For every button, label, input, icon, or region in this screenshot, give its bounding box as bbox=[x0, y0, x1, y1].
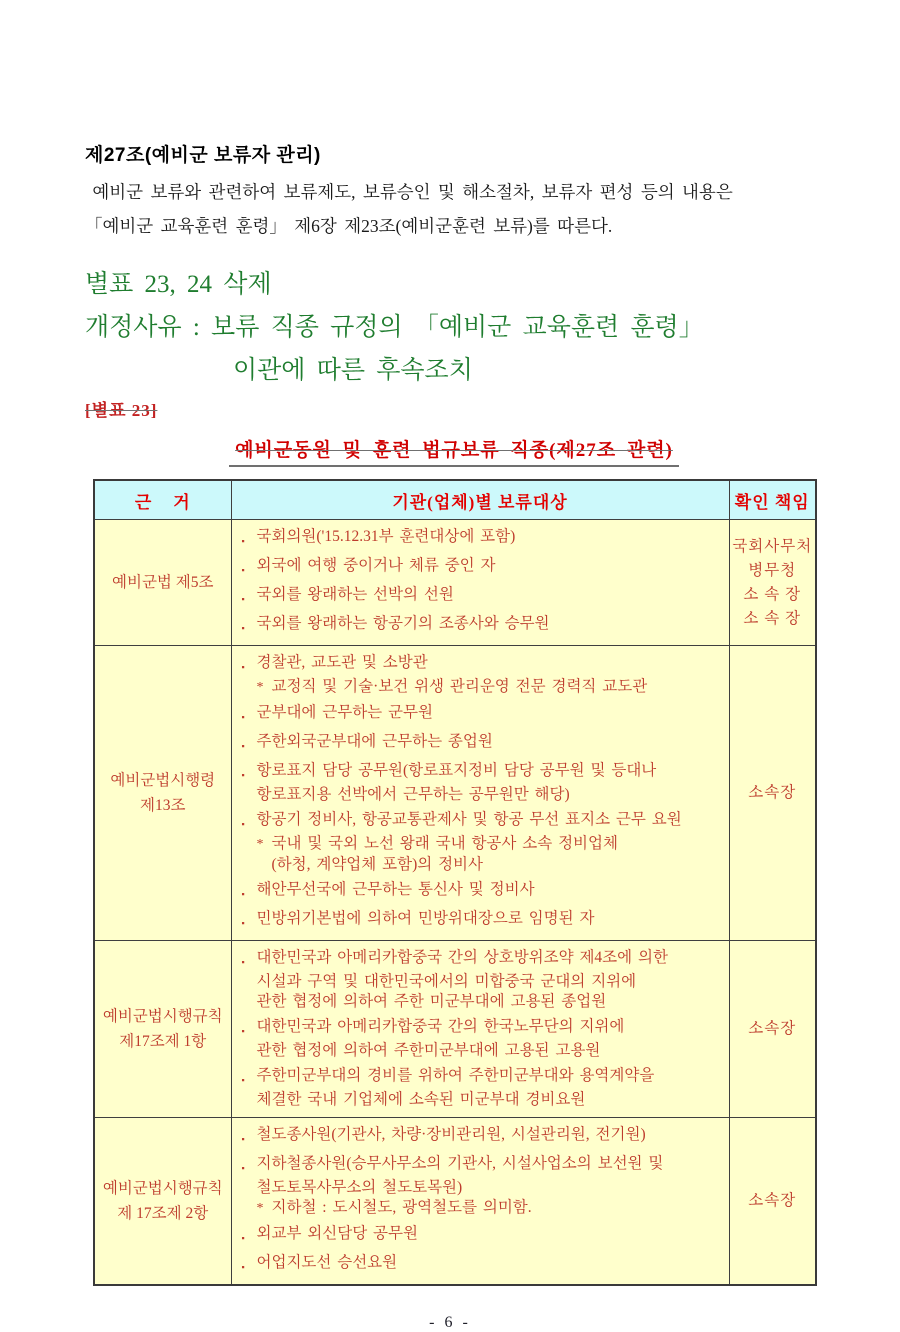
amendment-line-1: 별표 23, 24 삭제 bbox=[85, 271, 272, 298]
item-line bbox=[240, 614, 723, 638]
item-line bbox=[240, 1090, 723, 1110]
item-text: 관한 협정에 의하여 주한 미군부대에 고용된 종업원 bbox=[256, 993, 607, 1010]
item-line bbox=[240, 585, 723, 609]
reserve-deferment-table bbox=[93, 479, 817, 1286]
table-header-basis: 근 거 bbox=[94, 480, 231, 520]
bullet-icon: ▪ bbox=[241, 741, 245, 751]
basis-line: 제 17조제 2항 bbox=[117, 1205, 209, 1222]
item-text: 관한 협정에 의하여 주한미군부대에 고용된 고용원 bbox=[256, 1042, 601, 1059]
item-line bbox=[240, 1224, 723, 1248]
item-text: 해안무선국에 근무하는 통신사 및 정비사 bbox=[256, 881, 535, 898]
responsibility-line: 국회사무처 bbox=[732, 537, 813, 555]
responsibility-line: 소 속 장 bbox=[743, 609, 802, 627]
item-line bbox=[240, 880, 723, 904]
item-text: 외국에 여행 중이거나 체류 중인 자 bbox=[256, 557, 496, 574]
item-line bbox=[240, 909, 723, 933]
bullet-icon: ▪ bbox=[241, 712, 245, 722]
item-text: 민방위기본법에 의하여 민방위대장으로 임명된 자 bbox=[256, 910, 595, 927]
basis-line: 예비군법 제5조 bbox=[112, 574, 214, 591]
item-line bbox=[240, 677, 723, 698]
bullet-icon: ▪ bbox=[241, 770, 245, 780]
bullet-icon: ▪ bbox=[241, 918, 245, 928]
item-text: (하청, 계약업체 포함)의 정비사 bbox=[271, 856, 484, 873]
basis-line: 제13조 bbox=[140, 797, 186, 814]
responsibility-line: 소속장 bbox=[748, 1192, 797, 1209]
item-text: 철도종사원(기관사, 차량·장비관리원, 시설관리원, 전기원) bbox=[256, 1126, 646, 1143]
bullet-icon: ▪ bbox=[241, 1163, 245, 1173]
amendment-note bbox=[85, 263, 815, 392]
item-text: 대한민국과 아메리카합중국 간의 상호방위조약 제4조에 의한 bbox=[256, 949, 668, 966]
paragraph-line: 예비군 보류와 관련하여 보류제도, 보류승인 및 해소절차, 보류자 편성 등의 내용은 bbox=[85, 182, 733, 202]
item-line bbox=[240, 703, 723, 727]
item-line bbox=[240, 1066, 723, 1090]
item-line bbox=[240, 855, 723, 875]
item-text: 지하철종사원(승무사무소의 기관사, 시설사업소의 보선원 및 bbox=[256, 1155, 664, 1172]
item-text: 철도토목사무소의 철도토목원) bbox=[256, 1179, 463, 1196]
item-line bbox=[240, 1253, 723, 1277]
table-header-row bbox=[94, 480, 816, 520]
item-text: 대한민국과 아메리카합중국 간의 한국노무단의 지위에 bbox=[256, 1018, 625, 1035]
basis-line: 예비군법시행규칙 bbox=[102, 1180, 223, 1197]
item-text: 경찰관, 교도관 및 소방관 bbox=[256, 654, 428, 671]
items-cell bbox=[231, 941, 729, 1118]
item-text: 항공기 정비사, 항공교통관제사 및 항공 무선 표지소 근무 요원 bbox=[256, 811, 682, 828]
article-heading: 제27조(예비군 보류자 관리) bbox=[85, 145, 321, 166]
item-line bbox=[240, 761, 723, 785]
responsibility-cell bbox=[729, 1118, 816, 1286]
items-cell bbox=[231, 1118, 729, 1286]
basis-line: 제17조제 1항 bbox=[119, 1033, 207, 1050]
table-header-targets: 기관(업체)별 보류대상 bbox=[231, 480, 729, 520]
responsibility-line: 병무청 bbox=[748, 561, 797, 579]
item-text: 항로표지 담당 공무원(항로표지정비 담당 공무원 및 등대나 bbox=[256, 762, 657, 779]
item-text: 국외를 왕래하는 항공기의 조종사와 승무원 bbox=[256, 615, 550, 632]
basis-line: 예비군법시행령 bbox=[110, 772, 216, 789]
article-paragraph bbox=[85, 175, 815, 243]
item-text: 국회의원('15.12.31부 훈련대상에 포함) bbox=[256, 528, 516, 545]
reserve-table-body bbox=[94, 520, 816, 1286]
basis-cell bbox=[94, 1118, 231, 1286]
bullet-icon: ▪ bbox=[241, 819, 245, 829]
item-line bbox=[240, 1017, 723, 1041]
bullet-icon: ▪ bbox=[241, 594, 245, 604]
item-line bbox=[240, 556, 723, 580]
item-line bbox=[240, 785, 723, 805]
item-line bbox=[240, 948, 723, 972]
responsibility-line: 소속장 bbox=[748, 1020, 797, 1037]
basis-cell bbox=[94, 941, 231, 1118]
item-line bbox=[240, 527, 723, 551]
bullet-icon: ▪ bbox=[241, 565, 245, 575]
item-text: 국외를 왕래하는 선박의 선원 bbox=[256, 586, 454, 603]
table-row bbox=[94, 941, 816, 1118]
item-line bbox=[240, 834, 723, 855]
item-line bbox=[240, 1198, 723, 1219]
item-line bbox=[240, 732, 723, 756]
basis-cell bbox=[94, 520, 231, 646]
item-text: 주한미군부대의 경비를 위하여 주한미군부대와 용역계약을 bbox=[256, 1067, 655, 1084]
responsibility-cell bbox=[729, 941, 816, 1118]
bullet-icon: ▪ bbox=[241, 957, 245, 967]
item-line bbox=[240, 1154, 723, 1178]
table-row bbox=[94, 1118, 816, 1286]
sub-bullet-icon: * bbox=[256, 1201, 264, 1216]
paragraph-line: 「예비군 교육훈련 훈령」 제6장 제23조(예비군훈련 보류)를 따른다. bbox=[85, 216, 613, 236]
item-line bbox=[240, 1041, 723, 1061]
amendment-line-3: 이관에 따른 후속조치 bbox=[233, 357, 473, 384]
bullet-icon: ▪ bbox=[241, 1262, 245, 1272]
sub-bullet-icon: * bbox=[256, 680, 264, 695]
item-line bbox=[240, 1125, 723, 1149]
bullet-icon: ▪ bbox=[241, 1134, 245, 1144]
table-row bbox=[94, 646, 816, 941]
basis-cell bbox=[94, 646, 231, 941]
item-text: 지하철 : 도시철도, 광역철도를 의미함. bbox=[271, 1199, 532, 1216]
items-cell bbox=[231, 646, 729, 941]
responsibility-cell bbox=[729, 520, 816, 646]
item-line bbox=[240, 972, 723, 992]
bullet-icon: ▪ bbox=[241, 1075, 245, 1085]
table-title: 예비군동원 및 훈련 법규보류 직종(제27조 관련) bbox=[229, 435, 679, 467]
item-line bbox=[240, 810, 723, 834]
item-text: 체결한 국내 기업체에 소속된 미군부대 경비요원 bbox=[256, 1091, 586, 1108]
item-line bbox=[240, 653, 723, 677]
responsibility-line: 소 속 장 bbox=[743, 585, 802, 603]
item-text: 교정직 및 기술·보건 위생 관리운영 전문 경력직 교도관 bbox=[271, 678, 648, 695]
bullet-icon: ▪ bbox=[241, 623, 245, 633]
item-text: 주한외국군부대에 근무하는 종업원 bbox=[256, 733, 493, 750]
item-text: 군부대에 근무하는 군무원 bbox=[256, 704, 433, 721]
responsibility-cell bbox=[729, 646, 816, 941]
bullet-icon: ▪ bbox=[241, 1026, 245, 1036]
bullet-icon: ▪ bbox=[241, 662, 245, 672]
sub-bullet-icon: * bbox=[256, 837, 264, 852]
item-text: 항로표지용 선박에서 근무하는 공무원만 해당) bbox=[256, 786, 570, 803]
bullet-icon: ▪ bbox=[241, 1233, 245, 1243]
table-header-responsibility: 확인 책임 bbox=[729, 480, 816, 520]
amendment-line-2: 개정사유 : 보류 직종 규정의 「예비군 교육훈련 훈령」 bbox=[85, 314, 704, 341]
page-number: - 6 - bbox=[429, 1314, 471, 1331]
responsibility-line: 소속장 bbox=[748, 784, 797, 801]
bullet-icon: ▪ bbox=[241, 889, 245, 899]
table-row bbox=[94, 520, 816, 646]
item-line bbox=[240, 1178, 723, 1198]
item-text: 국내 및 국외 노선 왕래 국내 항공사 소속 정비업체 bbox=[271, 835, 618, 852]
table-title-wrap bbox=[93, 435, 815, 467]
item-text: 시설과 구역 및 대한민국에서의 미합중국 군대의 지위에 bbox=[256, 973, 637, 990]
deleted-annex-label: [별표 23] bbox=[85, 401, 158, 420]
items-cell bbox=[231, 520, 729, 646]
item-text: 어업지도선 승선요원 bbox=[256, 1254, 398, 1271]
item-line bbox=[240, 992, 723, 1012]
item-text: 외교부 외신담당 공무원 bbox=[256, 1225, 418, 1242]
bullet-icon: ▪ bbox=[241, 536, 245, 546]
basis-line: 예비군법시행규칙 bbox=[102, 1008, 223, 1025]
